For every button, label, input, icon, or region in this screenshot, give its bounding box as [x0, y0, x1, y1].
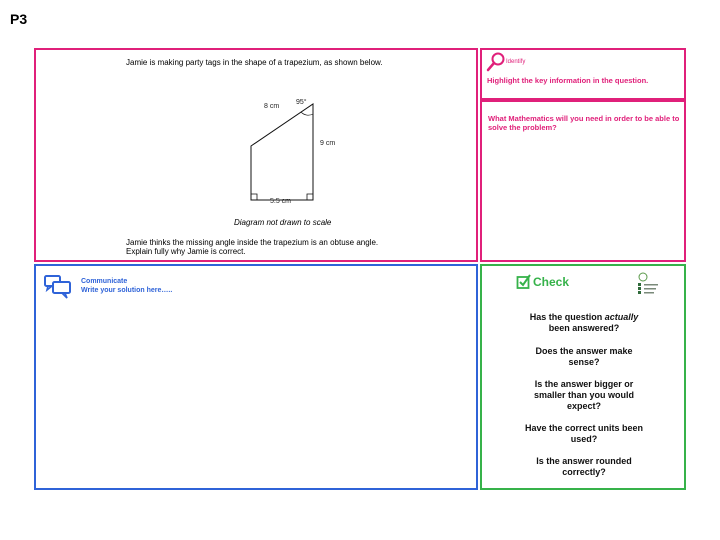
check-question-3-c: expect? [566, 401, 601, 411]
check-question-4-b: used? [570, 434, 598, 444]
check-question-1 [514, 312, 654, 334]
slant-side-label: 8 cm [264, 103, 280, 110]
identify-instruction: Highlight the key information in the question. [487, 76, 649, 85]
identify-panel [480, 48, 686, 100]
speech-bubbles-icon [43, 274, 73, 300]
identify-tag: Identify [506, 59, 526, 65]
check-title: Check [533, 275, 570, 289]
communicate-subtitle: Write your solution here….. [81, 287, 173, 294]
check-question-2 [514, 346, 654, 368]
check-question-4-a: Have the correct units been [524, 423, 644, 433]
check-question-2-a: Does the answer make [535, 346, 633, 356]
check-question-3-b: smaller than you would [533, 390, 634, 400]
communicate-title: Communicate [81, 278, 128, 285]
diagram-note: Diagram not drawn to scale [234, 218, 332, 227]
magnifier-icon [486, 52, 506, 74]
check-panel [480, 264, 686, 490]
task-line-2: Explain fully why Jamie is correct. [126, 247, 246, 256]
maths-question: What Mathematics will you need in order to be able to solve the problem? [488, 114, 680, 132]
page-label: P3 [10, 11, 28, 27]
trapezium-diagram [241, 98, 321, 203]
logo-icon [636, 271, 662, 297]
checkbox-tick-icon [516, 274, 532, 290]
angle-label: 95° [296, 99, 307, 106]
question-panel [34, 48, 478, 262]
check-question-5-b: correctly? [562, 467, 606, 477]
check-question-2-b: sense? [568, 357, 600, 367]
communicate-panel [34, 264, 478, 490]
question-intro: Jamie is making party tags in the shape of a trapezium, as shown below. [126, 58, 383, 67]
maths-panel [480, 100, 686, 262]
check-question-1-a: Has the question actually [529, 312, 639, 322]
check-question-5 [514, 456, 654, 478]
check-question-3 [514, 379, 654, 412]
bottom-side-label: 5.5 cm [270, 198, 292, 205]
check-question-3-a: Is the answer bigger or [534, 379, 634, 389]
task-line-1: Jamie thinks the missing angle inside the trapezium is an obtuse angle. [126, 238, 379, 247]
check-question-5-a: Is the answer rounded [536, 456, 632, 466]
check-question-4 [514, 423, 654, 445]
right-side-label: 9 cm [320, 140, 336, 147]
check-question-1-b: been answered? [548, 323, 620, 333]
